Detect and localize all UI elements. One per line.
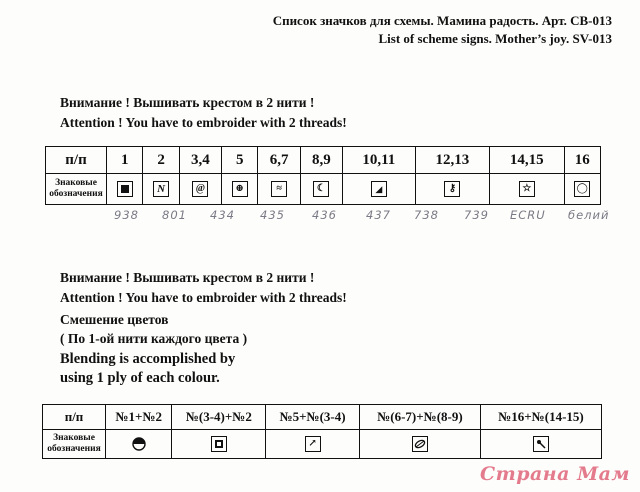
table-row (43, 405, 602, 430)
watermark-logo: Страна Мам (479, 463, 630, 485)
section1-warning (60, 93, 347, 133)
col-1: 1 (107, 147, 143, 174)
row-header: п/п (46, 147, 107, 174)
sign-label: Знаковые обозначения (43, 430, 106, 459)
handwritten-code: 801 (162, 208, 187, 222)
pin-icon (533, 436, 549, 452)
blending-note-en: Blending is accomplished by using 1 ply of each colour. (60, 351, 236, 386)
table-row (46, 174, 601, 205)
handwritten-code: ECRU (510, 208, 546, 222)
col-2: 2 (143, 147, 179, 174)
h-frame-icon (211, 436, 227, 452)
wave-icon: ≈ (271, 181, 287, 197)
table-row (46, 147, 601, 174)
blend-col-5: №16+№(14-15) (480, 405, 601, 430)
sign-label: Знаковые обозначения (46, 174, 107, 205)
blend-col-2: №(3-4)+№2 (172, 405, 266, 430)
handwritten-code: белий (568, 208, 610, 222)
triangle-icon: ◢ (371, 181, 387, 197)
warning-en: Attention ! You have to embroider with 2 threads! (60, 290, 347, 305)
col-4: 5 (222, 147, 258, 174)
oval-icon: ◯ (574, 181, 590, 197)
handwritten-code: 435 (260, 208, 285, 222)
letter-n-icon: N (153, 181, 169, 197)
title-ru: Список значков для схемы. Мамина радость. Арт. СВ-013 (272, 13, 612, 28)
col-8: 12,13 (415, 147, 489, 174)
filled-square-icon (117, 181, 133, 197)
crescent-icon: ☾ (313, 181, 329, 197)
star-icon: ☆ (519, 181, 535, 197)
handwritten-code: 436 (312, 208, 337, 222)
warning-ru: Внимание ! Вышивать крестом в 2 нити ! (60, 270, 315, 285)
handwritten-code: 437 (366, 208, 391, 222)
signs-table (45, 146, 601, 205)
table-row (43, 430, 602, 459)
half-circle-icon (132, 437, 146, 451)
blend-col-3: №5+№(3-4) (266, 405, 360, 430)
warning-ru: Внимание ! Вышивать крестом в 2 нити ! (60, 95, 315, 110)
at-sign-icon: @ (192, 181, 208, 197)
arrow-box-icon: ↗ (305, 436, 321, 452)
blend-table (42, 404, 602, 459)
col-7: 10,11 (343, 147, 416, 174)
col-5: 6,7 (258, 147, 300, 174)
col-10: 16 (564, 147, 601, 174)
blend-col-4: №(6-7)+№(8-9) (359, 405, 480, 430)
handwritten-code: 434 (210, 208, 235, 222)
document-header (273, 12, 612, 48)
col-6: 8,9 (300, 147, 342, 174)
leaf-icon (412, 436, 428, 452)
blend-col-1: №1+№2 (106, 405, 172, 430)
col-3: 3,4 (179, 147, 221, 174)
row-header: п/п (43, 405, 106, 430)
col-9: 14,15 (490, 147, 564, 174)
circle-cross-icon: ⊕ (232, 181, 248, 197)
section2-warning (60, 268, 347, 308)
handwritten-code: 938 (114, 208, 139, 222)
blending-note-ru: Смешение цветов ( По 1-ой нити каждого цвета ) (60, 312, 248, 346)
title-en: List of scheme signs. Mother’s joy. SV-013 (378, 31, 612, 46)
handwritten-code: 739 (464, 208, 489, 222)
handwritten-code: 738 (414, 208, 439, 222)
key-icon: ⚷ (444, 181, 460, 197)
warning-en: Attention ! You have to embroider with 2 threads! (60, 115, 347, 130)
